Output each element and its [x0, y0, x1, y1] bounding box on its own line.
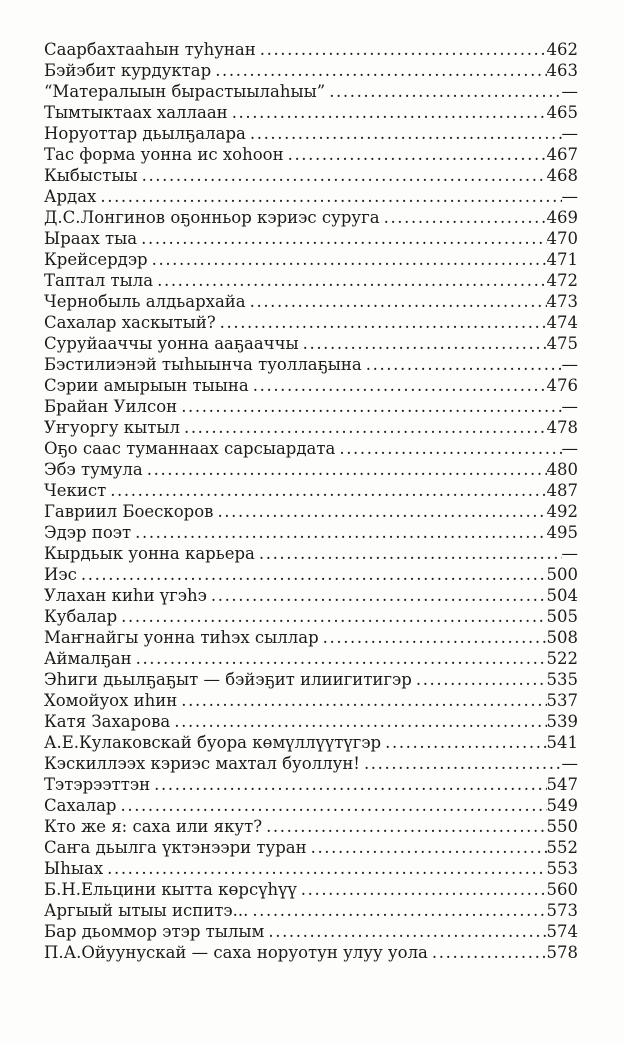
toc-entry	[44, 795, 578, 816]
toc-entry	[44, 879, 578, 900]
toc-entry-page: 462	[546, 40, 578, 59]
toc-entry-title: “Матералыын бырастыылаһыы”	[44, 82, 326, 101]
toc-entry	[44, 921, 578, 942]
table-of-contents	[44, 39, 578, 963]
toc-entry-page: 474	[546, 313, 578, 332]
toc-entry	[44, 60, 578, 81]
toc-entry-page: 539	[546, 712, 578, 731]
toc-entry	[44, 732, 578, 753]
toc-entry	[44, 753, 578, 774]
toc-entry-page: 573	[546, 901, 578, 920]
dot-leader	[143, 459, 547, 480]
toc-entry-page: 504	[546, 586, 578, 605]
dot-leader	[256, 39, 547, 60]
toc-entry-page: 472	[546, 271, 578, 290]
toc-entry-page: 508	[546, 628, 578, 647]
toc-entry	[44, 333, 578, 354]
toc-entry	[44, 942, 578, 963]
toc-entry	[44, 522, 578, 543]
toc-entry-title: Саҥа дьылга үктэнээри туран	[44, 838, 307, 857]
toc-entry-page: —	[561, 439, 578, 458]
toc-entry-page: —	[561, 82, 578, 101]
dot-leader	[335, 438, 561, 459]
toc-entry	[44, 81, 578, 102]
toc-entry-title: Аймалҕан	[44, 649, 132, 668]
toc-entry	[44, 774, 578, 795]
dot-leader	[150, 774, 546, 795]
toc-entry	[44, 291, 578, 312]
dot-leader	[177, 690, 546, 711]
dot-leader	[213, 501, 546, 522]
dot-leader	[248, 900, 546, 921]
dot-leader	[246, 291, 547, 312]
toc-entry-title: Кто же я: саха или якут?	[44, 817, 263, 836]
toc-entry	[44, 501, 578, 522]
toc-entry-title: Кэскиллээх кэриэс махтал буоллун!	[44, 754, 360, 773]
toc-entry-title: Маҥнайгы уонна тиһэх сыллар	[44, 628, 319, 647]
toc-entry-title: Тас форма уонна ис хоһоон	[44, 145, 284, 164]
dot-leader	[299, 333, 547, 354]
dot-leader	[360, 753, 562, 774]
toc-entry-page: 560	[546, 880, 578, 899]
dot-leader	[207, 585, 547, 606]
toc-entry	[44, 228, 578, 249]
toc-entry-page: —	[561, 397, 578, 416]
toc-entry-title: Сахалар	[44, 796, 117, 815]
dot-leader	[138, 165, 547, 186]
toc-entry-page: 578	[546, 943, 578, 962]
toc-entry	[44, 900, 578, 921]
toc-entry	[44, 858, 578, 879]
toc-entry	[44, 270, 578, 291]
toc-entry-page: 537	[546, 691, 578, 710]
dot-leader	[96, 186, 561, 207]
toc-entry-page: —	[561, 355, 578, 374]
toc-entry	[44, 39, 578, 60]
toc-entry	[44, 711, 578, 732]
dot-leader	[319, 627, 547, 648]
toc-entry-page: 467	[546, 145, 578, 164]
toc-entry	[44, 417, 578, 438]
toc-entry-title: Улахан киһи үгэһэ	[44, 586, 207, 605]
toc-entry-page: 495	[546, 523, 578, 542]
toc-entry-title: Ыраах тыа	[44, 229, 138, 248]
toc-entry	[44, 459, 578, 480]
toc-entry-title: Кырдьык уонна карьера	[44, 544, 255, 563]
dot-leader	[297, 879, 547, 900]
toc-entry-title: Норуоттар дьылҕалара	[44, 124, 246, 143]
toc-entry-page: 505	[546, 607, 578, 626]
toc-entry-title: Чекист	[44, 481, 107, 500]
dot-leader	[264, 921, 546, 942]
toc-entry-title: Б.Н.Ельцини кытта көрсүһүү	[44, 880, 297, 899]
dot-leader	[381, 732, 546, 753]
toc-entry-page: 549	[546, 796, 578, 815]
toc-entry	[44, 669, 578, 690]
dot-leader	[412, 669, 547, 690]
dot-leader	[103, 858, 546, 879]
dot-leader	[307, 837, 547, 858]
toc-entry-page: 553	[546, 859, 578, 878]
dot-leader	[180, 417, 547, 438]
dot-leader	[255, 543, 562, 564]
toc-entry-page: 552	[546, 838, 578, 857]
toc-entry-page: 478	[546, 418, 578, 437]
toc-entry-page: 535	[546, 670, 578, 689]
toc-entry-title: Уҥуоргу кытыл	[44, 418, 180, 437]
toc-entry-title: Гавриил Боескоров	[44, 502, 214, 521]
toc-entry-title: Чернобыль алдьархайа	[44, 292, 246, 311]
toc-entry-title: Кыбыстыы	[44, 166, 138, 185]
toc-entry-page: 469	[546, 208, 578, 227]
dot-leader	[77, 564, 547, 585]
toc-entry	[44, 375, 578, 396]
toc-entry-title: Ыһыах	[44, 859, 104, 878]
toc-entry	[44, 606, 578, 627]
dot-leader	[177, 396, 561, 417]
toc-entry-page: 480	[546, 460, 578, 479]
toc-entry	[44, 102, 578, 123]
toc-entry-title: Таптал тыла	[44, 271, 154, 290]
dot-leader	[246, 123, 562, 144]
toc-entry-title: Сэрии амырыын тыына	[44, 376, 249, 395]
dot-leader	[211, 60, 546, 81]
dot-leader	[380, 207, 547, 228]
toc-entry	[44, 816, 578, 837]
toc-entry	[44, 312, 578, 333]
toc-entry-page: 463	[546, 61, 578, 80]
toc-entry	[44, 690, 578, 711]
toc-entry-page: —	[561, 124, 578, 143]
toc-entry-page: 547	[546, 775, 578, 794]
toc-entry-title: Сахалар хаскытый?	[44, 313, 216, 332]
toc-entry	[44, 165, 578, 186]
toc-entry	[44, 837, 578, 858]
toc-entry-title: Эдэр поэт	[44, 523, 132, 542]
toc-entry-title: Тэтэрээттэн	[44, 775, 151, 794]
toc-entry-page: 468	[546, 166, 578, 185]
toc-entry	[44, 123, 578, 144]
toc-entry	[44, 480, 578, 501]
toc-entry-title: Д.С.Лонгинов оҕонньор кэриэс суруга	[44, 208, 380, 227]
toc-entry	[44, 438, 578, 459]
toc-entry	[44, 354, 578, 375]
toc-entry-page: 473	[546, 292, 578, 311]
toc-entry-title: Бэйэбит курдуктар	[44, 61, 212, 80]
toc-entry	[44, 396, 578, 417]
dot-leader	[117, 606, 546, 627]
toc-entry-page: 541	[546, 733, 578, 752]
dot-leader	[262, 816, 546, 837]
dot-leader	[362, 354, 562, 375]
toc-entry	[44, 585, 578, 606]
toc-entry-page: 500	[546, 565, 578, 584]
dot-leader	[153, 270, 546, 291]
toc-entry-title: П.А.Ойуунускай — саха норуотун улуу уола	[44, 943, 428, 962]
toc-entry	[44, 648, 578, 669]
dot-leader	[131, 522, 546, 543]
dot-leader	[249, 375, 547, 396]
dot-leader	[148, 249, 547, 270]
toc-entry	[44, 186, 578, 207]
toc-entry-page: 475	[546, 334, 578, 353]
dot-leader	[170, 711, 546, 732]
dot-leader	[284, 144, 547, 165]
toc-entry	[44, 144, 578, 165]
toc-entry	[44, 207, 578, 228]
toc-entry	[44, 627, 578, 648]
toc-entry-title: Ардах	[44, 187, 97, 206]
toc-entry-page: 476	[546, 376, 578, 395]
dot-leader	[106, 480, 546, 501]
toc-entry-title: Крейсердэр	[44, 250, 148, 269]
toc-entry-title: Брайан Уилсон	[44, 397, 178, 416]
toc-entry-title: Тымтыктаах халлаан	[44, 103, 228, 122]
toc-entry-title: Саарбахтааһын туһунан	[44, 40, 256, 59]
toc-entry-title: Эбэ тумула	[44, 460, 143, 479]
toc-entry-title: Катя Захарова	[44, 712, 171, 731]
toc-entry-page: 550	[546, 817, 578, 836]
toc-entry-title: Эһиги дьылҕаҕыт — бэйэҕит илиигитигэр	[44, 670, 412, 689]
toc-entry	[44, 564, 578, 585]
dot-leader	[228, 102, 547, 123]
toc-entry-page: 465	[546, 103, 578, 122]
toc-entry-title: Суруйааччы уонна ааҕааччы	[44, 334, 299, 353]
toc-entry	[44, 249, 578, 270]
toc-entry-title: А.Е.Кулаковскай буора көмүллүүтүгэр	[44, 733, 382, 752]
toc-entry	[44, 543, 578, 564]
dot-leader	[137, 228, 546, 249]
toc-entry-page: —	[561, 754, 578, 773]
toc-entry-page: 487	[546, 481, 578, 500]
toc-entry-title: Бэстилиэнэй тыһыынча туоллаҕына	[44, 355, 362, 374]
toc-entry-title: Хомойуох иһин	[44, 691, 178, 710]
dot-leader	[216, 312, 547, 333]
toc-entry-title: Иэс	[44, 565, 77, 584]
toc-entry-title: Аргыый ытыы испитэ...	[44, 901, 249, 920]
toc-entry-title: Оҕо саас туманнаах сарсыардата	[44, 439, 336, 458]
toc-entry-title: Бар дьоммор этэр тылым	[44, 922, 265, 941]
toc-entry-page: —	[561, 187, 578, 206]
dot-leader	[428, 942, 547, 963]
toc-entry-page: 470	[546, 229, 578, 248]
toc-entry-page: 574	[546, 922, 578, 941]
toc-entry-page: 471	[546, 250, 578, 269]
toc-entry-page: 522	[546, 649, 578, 668]
toc-entry-title: Кубалар	[44, 607, 118, 626]
toc-entry-page: 492	[546, 502, 578, 521]
dot-leader	[117, 795, 547, 816]
dot-leader	[132, 648, 547, 669]
toc-entry-page: —	[561, 544, 578, 563]
dot-leader	[325, 81, 561, 102]
